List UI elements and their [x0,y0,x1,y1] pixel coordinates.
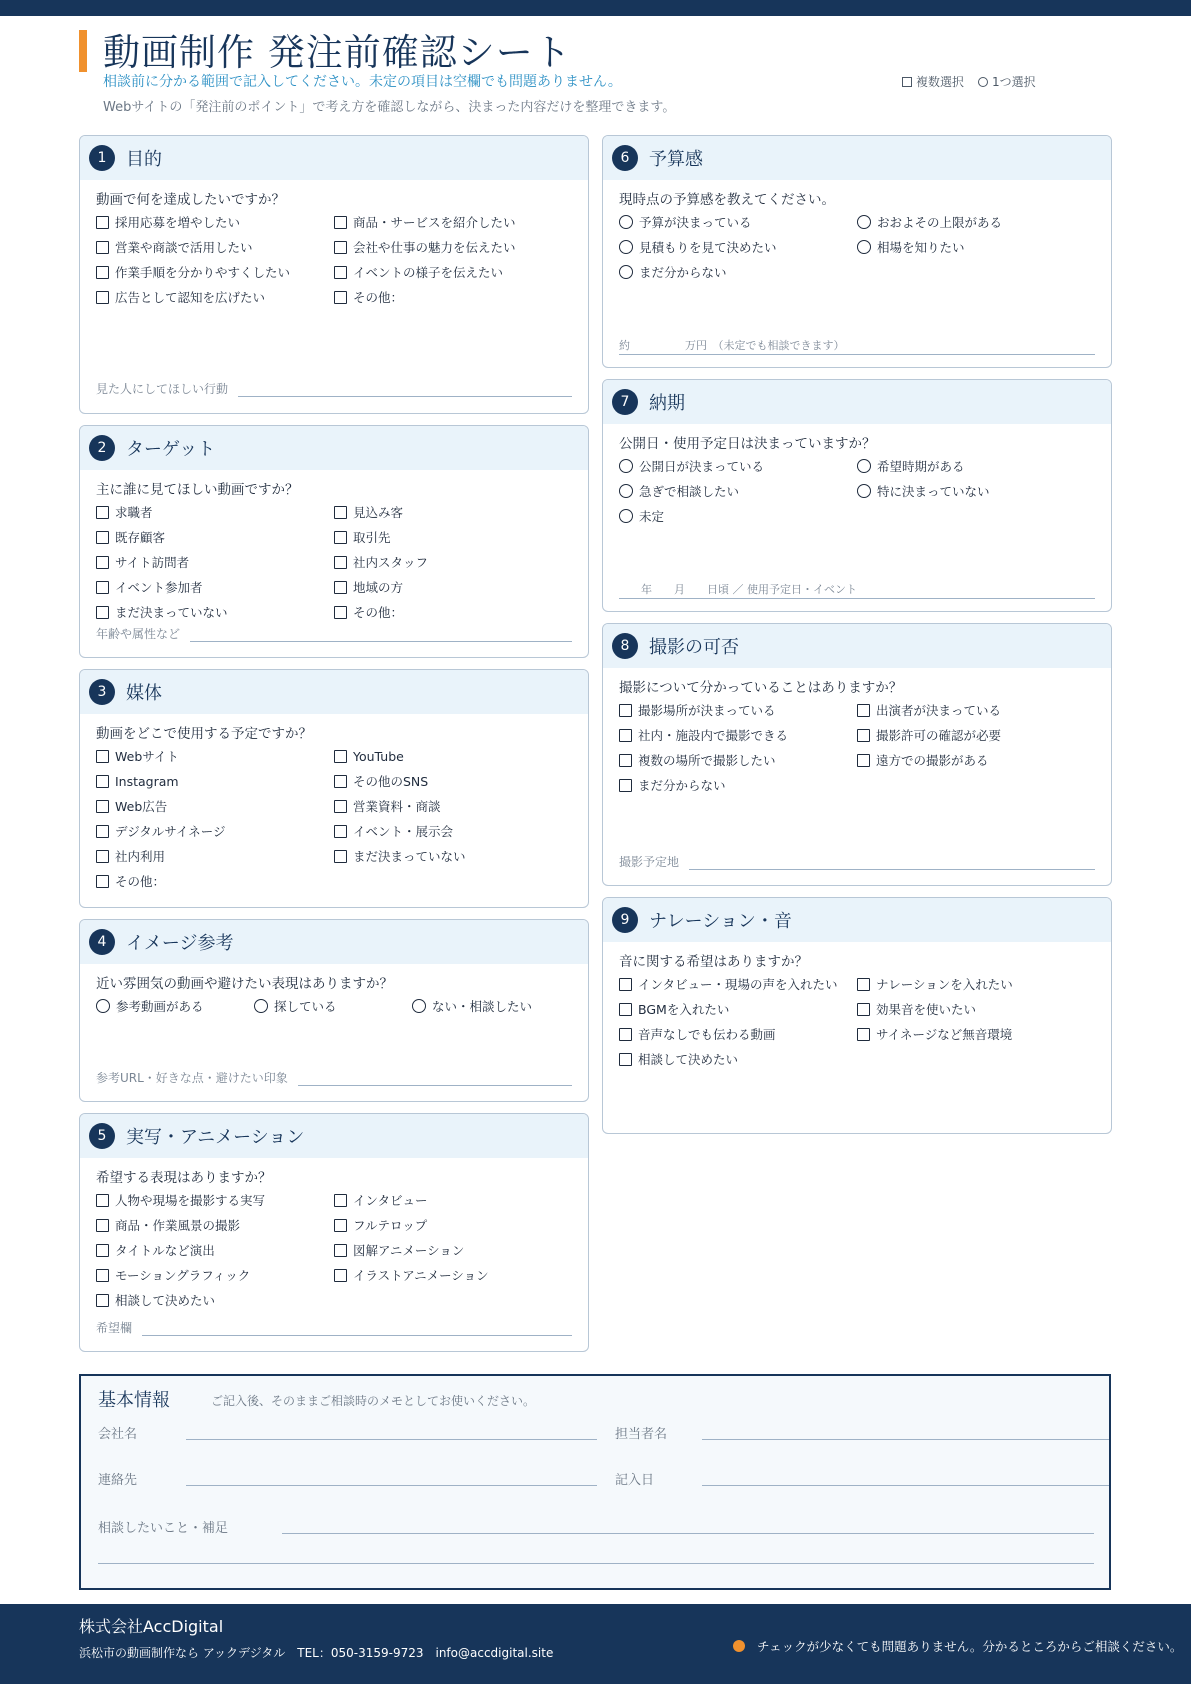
checkbox[interactable] [857,978,870,991]
section-media [79,669,589,908]
checkbox[interactable] [96,241,109,254]
radio-button[interactable] [857,215,871,229]
checkbox[interactable] [619,779,632,792]
footer-message [733,1637,1182,1655]
checkbox[interactable] [96,291,109,304]
reference-url-field[interactable]: 参考URL・好きな点・避けたい印象 [96,1069,572,1086]
section-title: 撮影の可否 [649,637,739,658]
checkbox-option[interactable]: 撮影許可の確認が必要 [857,726,1095,744]
checkbox-option[interactable]: デジタルサイネージ [96,822,334,840]
checkbox-option[interactable]: インタビュー [334,1191,572,1209]
checkbox-option[interactable]: 撮影場所が決まっている [619,701,857,719]
checkbox[interactable] [96,216,109,229]
notes-field-line-2[interactable] [98,1563,1094,1564]
checkbox-option[interactable]: インタビュー・現場の声を入れたい [619,975,857,993]
section-question: 現時点の予算感を教えてください。 [619,192,835,208]
page-title: 動画制作 発注前確認シート [103,31,572,74]
section-title: イメージ参考 [126,933,234,954]
checkbox-option[interactable]: サイト訪問者 [96,553,334,571]
contact-label: 連絡先 [98,1473,138,1488]
checkbox[interactable] [96,556,109,569]
section-number: 1 [89,145,115,171]
checkbox[interactable] [857,1028,870,1041]
bullet-dot-icon [733,1640,745,1652]
checkbox-option[interactable]: 図解アニメーション [334,1241,572,1259]
radio-option[interactable]: 予算が決まっている [619,213,857,231]
section-target [79,425,589,658]
checkbox-option[interactable]: Instagram [96,772,334,790]
section-narration-sound [602,897,1112,1134]
top-bar [0,0,1191,16]
checkbox-legend-icon [902,77,912,87]
checkbox-option[interactable]: 社内・施設内で撮影できる [619,726,857,744]
checkbox[interactable] [96,1269,109,1282]
section-title: 予算感 [649,149,703,170]
checkbox[interactable] [334,291,347,304]
checkbox[interactable] [619,754,632,767]
checkbox-option[interactable]: 音声なしでも伝わる動画 [619,1025,857,1043]
title-accent-bar [79,30,87,72]
checkbox-option[interactable]: モーショングラフィック [96,1266,334,1284]
radio-option[interactable]: 急ぎで相談したい [619,482,857,500]
radio-option[interactable]: 探している [254,997,412,1015]
section-question: 動画をどこで使用する予定ですか？ [96,726,312,742]
radio-button[interactable] [254,999,268,1013]
checkbox-option[interactable]: YouTube [334,747,572,765]
radio-button[interactable] [619,484,633,498]
checkbox[interactable] [334,750,347,763]
section-title: 媒体 [126,683,162,704]
legend [902,73,1036,90]
company-name-label: 会社名 [98,1427,138,1442]
checkbox-option[interactable]: 相談して決めたい [619,1050,857,1068]
checkbox-option[interactable]: フルテロップ [334,1216,572,1234]
checkbox-option[interactable]: 効果音を使いたい [857,1000,1095,1018]
checkbox[interactable] [334,850,347,863]
checkbox-option[interactable]: 社内スタッフ [334,553,572,571]
checkbox-option[interactable]: BGMを入れたい [619,1000,857,1018]
radio-option[interactable]: 公開日が決まっている [619,457,857,475]
checkbox[interactable] [96,266,109,279]
radio-button[interactable] [619,509,633,523]
checkbox-option[interactable]: その他のSNS [334,772,572,790]
checkbox[interactable] [96,1244,109,1257]
checkbox[interactable] [96,875,109,888]
section-title: ナレーション・音 [649,911,792,932]
section-question: 主に誰に見てほしい動画ですか？ [96,482,299,498]
checkbox-option[interactable]: 営業や商談で活用したい [96,238,334,256]
checkbox[interactable] [334,825,347,838]
section-question: 希望する表現はありますか？ [96,1170,272,1186]
checkbox[interactable] [619,1053,632,1066]
checkbox[interactable] [857,729,870,742]
checkbox-option[interactable]: 社内利用 [96,847,334,865]
checkbox-option[interactable]: 遠方での撮影がある [857,751,1095,769]
checkbox[interactable] [96,850,109,863]
section-question: 公開日・使用予定日は決まっていますか？ [619,436,876,452]
checkbox-option[interactable]: イベントの様子を伝えたい [334,263,572,281]
checkbox-option[interactable]: Web広告 [96,797,334,815]
checkbox-option[interactable]: まだ決まっていない [96,603,334,621]
checkbox-option[interactable]: 既存顧客 [96,528,334,546]
section-number: 5 [89,1123,115,1149]
checkbox-option[interactable]: Webサイト [96,747,334,765]
checkbox[interactable] [96,1194,109,1207]
page-description: Webサイトの「発注前のポイント」で考え方を確認しながら、決まった内容だけを整理できます。 [103,100,676,115]
basic-info-note: ご記入後、そのままご相談時のメモとしてお使いください。 [211,1394,536,1408]
checkbox-option[interactable]: 商品・サービスを紹介したい [334,213,572,231]
section-question: 撮影について分かっていることはありますか？ [619,680,903,696]
checkbox-option[interactable]: ナレーションを入れたい [857,975,1095,993]
section-budget [602,135,1112,368]
checkbox-option[interactable]: 地域の方 [334,578,572,596]
company-name: 株式会社AccDigital [79,1617,224,1636]
section-number: 3 [89,679,115,705]
section-title: 目的 [126,149,162,170]
legend-multi-label: 複数選択 [916,75,965,89]
section-title: 納期 [649,393,685,414]
checkbox[interactable] [96,1294,109,1307]
checkbox-option[interactable]: まだ分からない [619,776,857,794]
checkbox[interactable] [96,825,109,838]
checkbox-option[interactable]: まだ決まっていない [334,847,572,865]
checkbox-option[interactable]: 相談して決めたい [96,1291,334,1309]
checkbox[interactable] [96,750,109,763]
radio-option[interactable]: おおよその上限がある [857,213,1095,231]
checkbox[interactable] [334,506,347,519]
checkbox[interactable] [334,800,347,813]
checkbox-option[interactable]: イラストアニメーション [334,1266,572,1284]
checkbox-option[interactable]: 人物や現場を撮影する実写 [96,1191,334,1209]
company-name-field[interactable] [186,1439,597,1440]
checkbox[interactable] [96,581,109,594]
radio-button[interactable] [857,240,871,254]
radio-button[interactable] [619,265,633,279]
checkbox[interactable] [96,800,109,813]
radio-option[interactable]: 特に決まっていない [857,482,1095,500]
entry-date-field[interactable] [702,1485,1109,1486]
radio-button[interactable] [857,484,871,498]
checkbox-option[interactable]: 広告として認知を広げたい [96,288,334,306]
checkbox[interactable] [334,241,347,254]
checkbox[interactable] [857,1003,870,1016]
checkbox[interactable] [334,1194,347,1207]
radio-button[interactable] [619,240,633,254]
section-number: 9 [612,907,638,933]
radio-button[interactable] [96,999,110,1013]
checkbox[interactable] [334,1269,347,1282]
section-live-action-animation [79,1113,589,1352]
checkbox[interactable] [334,531,347,544]
checkbox[interactable] [334,606,347,619]
checkbox[interactable] [857,704,870,717]
radio-button[interactable] [412,999,426,1013]
section-number: 8 [612,633,638,659]
entry-date-label: 記入日 [615,1473,655,1488]
radio-option[interactable]: まだ分からない [619,263,857,281]
radio-button[interactable] [619,215,633,229]
checkbox-option[interactable]: 出演者が決まっている [857,701,1095,719]
checkbox-option[interactable]: イベント参加者 [96,578,334,596]
contact-info: 浜松市の動画制作なら アックデジタル TEL：050-3159-9723 info@accdigital.site [79,1646,554,1660]
radio-option[interactable]: 未定 [619,507,857,525]
checkbox-option[interactable]: 商品・作業風景の撮影 [96,1216,334,1234]
footer [0,1604,1191,1684]
checkbox-option[interactable]: 見込み客 [334,503,572,521]
checkbox[interactable] [96,606,109,619]
basic-info-title: 基本情報 [98,1390,170,1411]
checkbox-option[interactable]: 複数の場所で撮影したい [619,751,857,769]
person-name-field[interactable] [702,1439,1109,1440]
section-image-reference [79,919,589,1102]
checkbox[interactable] [96,1219,109,1232]
checkbox[interactable] [334,216,347,229]
radio-option[interactable]: ない・相談したい [412,997,582,1015]
section-title: ターゲット [126,439,216,460]
notes-field-line-1[interactable] [282,1533,1094,1534]
checkbox-option[interactable]: 営業資料・商談 [334,797,572,815]
checkbox[interactable] [96,531,109,544]
section-number: 6 [612,145,638,171]
checkbox-option[interactable]: タイトルなど演出 [96,1241,334,1259]
checkbox[interactable] [334,581,347,594]
checkbox-option[interactable]: 作業手順を分かりやすくしたい [96,263,334,281]
radio-option[interactable]: 希望時期がある [857,457,1095,475]
attributes-field[interactable]: 年齢や属性など [96,625,572,642]
section-deadline [602,379,1112,612]
release-date-field[interactable]: 年 月 日頃 ／ 使用予定日・イベント [619,581,1095,599]
checkbox[interactable] [96,506,109,519]
basic-info-panel [79,1374,1111,1590]
radio-button[interactable] [619,459,633,473]
legend-single-label: 1つ選択 [992,75,1036,89]
checkbox-option[interactable]: その他： [334,288,572,306]
checkbox[interactable] [619,1028,632,1041]
section-number: 4 [89,929,115,955]
checkbox[interactable] [334,1244,347,1257]
checkbox[interactable] [857,754,870,767]
checkbox-option[interactable]: サイネージなど無音環境 [857,1025,1095,1043]
radio-option[interactable]: 参考動画がある [96,997,254,1015]
page-subtitle: 相談前に分かる範囲で記入してください。未定の項目は空欄でも問題ありません。 [103,74,622,90]
section-question: 近い雰囲気の動画や避けたい表現はありますか？ [96,976,393,992]
contact-field[interactable] [186,1485,597,1486]
person-name-label: 担当者名 [615,1427,668,1442]
checkbox-option[interactable]: 取引先 [334,528,572,546]
desired-action-field[interactable]: 見た人にしてほしい行動 [96,380,572,397]
checkbox[interactable] [619,729,632,742]
radio-option[interactable]: 見積もりを見て決めたい [619,238,857,256]
checkbox[interactable] [334,266,347,279]
footer-message-text: チェックが少なくても問題ありません。分かるところからご相談ください。 [757,1639,1183,1654]
section-shooting [602,623,1112,886]
section-number: 2 [89,435,115,461]
budget-amount-field[interactable]: 約 万円 （未定でも相談できます） [619,337,1095,355]
checkbox[interactable] [334,775,347,788]
checkbox-option[interactable]: 会社や仕事の魅力を伝えたい [334,238,572,256]
preference-field[interactable]: 希望欄 [96,1319,572,1336]
section-number: 7 [612,389,638,415]
checkbox[interactable] [619,978,632,991]
radio-button[interactable] [857,459,871,473]
shooting-location-field[interactable]: 撮影予定地 [619,853,1095,870]
radio-legend-icon [978,77,988,87]
checkbox[interactable] [619,704,632,717]
checkbox-option[interactable]: その他： [96,872,334,890]
checkbox[interactable] [334,1219,347,1232]
section-purpose [79,135,589,414]
checkbox[interactable] [619,1003,632,1016]
checkbox[interactable] [96,775,109,788]
radio-option[interactable]: 相場を知りたい [857,238,1095,256]
checkbox[interactable] [334,556,347,569]
notes-label: 相談したいこと・補足 [98,1521,229,1536]
section-question: 動画で何を達成したいですか？ [96,192,285,208]
section-title: 実写・アニメーション [126,1127,305,1148]
section-question: 音に関する希望はありますか？ [619,954,808,970]
checkbox-option[interactable]: 採用応募を増やしたい [96,213,334,231]
checkbox-option[interactable]: その他： [334,603,572,621]
checkbox-option[interactable]: 求職者 [96,503,334,521]
checkbox-option[interactable]: イベント・展示会 [334,822,572,840]
